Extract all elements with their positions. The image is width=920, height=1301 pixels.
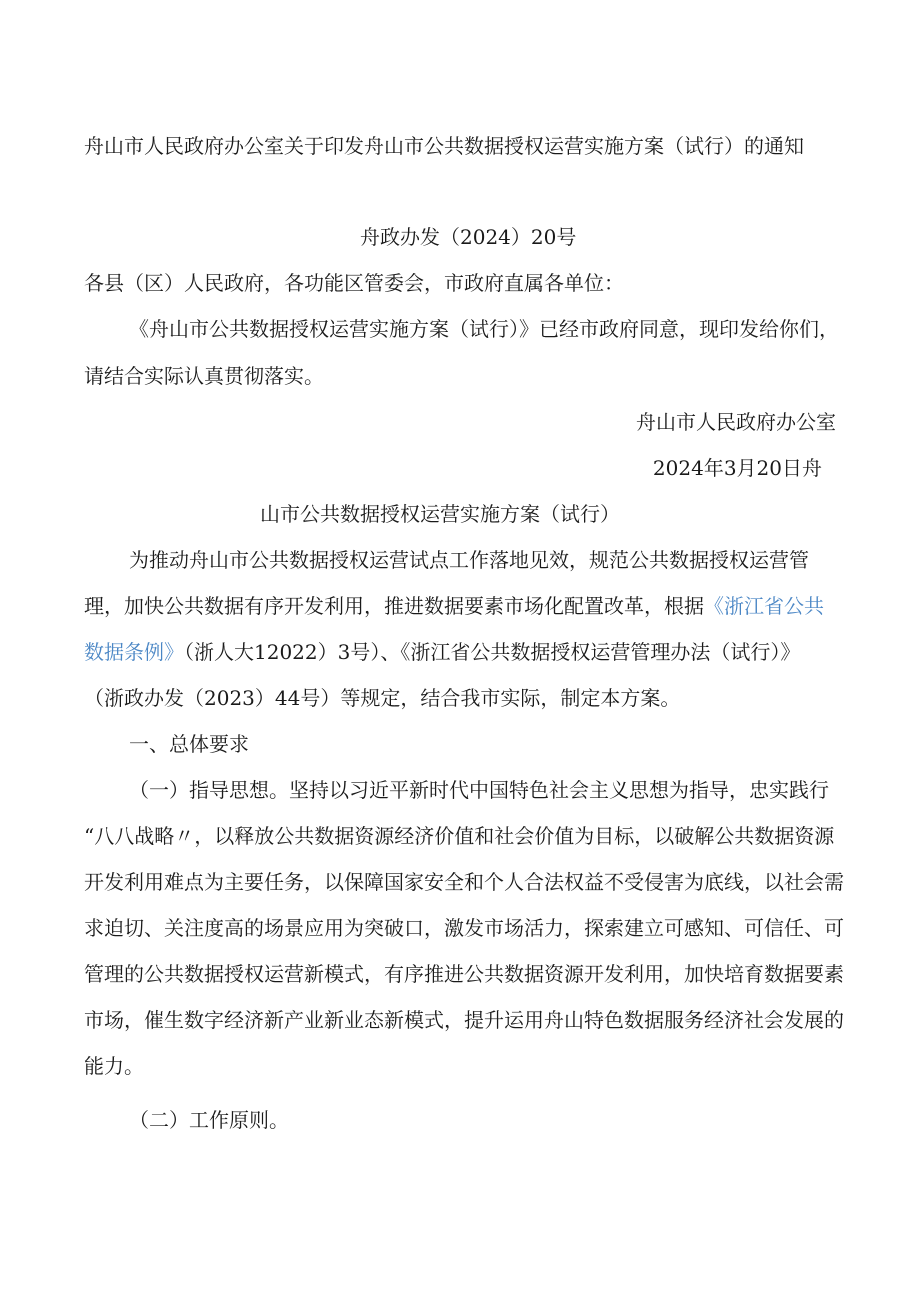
guiding-line: （一）指导思想。坚持以习近平新时代中国特色社会主义思想为指导，忠实践行 xyxy=(129,778,829,802)
intro-line: 为推动舟山市公共数据授权运营试点工作落地见效，规范公共数据授权运营管 xyxy=(129,548,809,572)
intro-line xyxy=(84,594,824,618)
notice-body-line: 请结合实际认真贯彻落实。 xyxy=(84,364,324,388)
regulation-link[interactable]: 《浙江省公共 xyxy=(704,594,824,618)
guiding-line: “八八战略〃，以释放公共数据资源经济价值和社会价值为目标，以破解公共数据资源 xyxy=(84,824,835,848)
guiding-line: 求迫切、关注度高的场景应用为突破口，激发市场活力，探索建立可感知、可信任、可 xyxy=(84,916,844,940)
section-heading: （二）工作原则。 xyxy=(129,1108,289,1132)
intro-text: （浙人大12022）3号）、《浙江省公共数据授权运营管理办法（试行）》 xyxy=(184,640,801,664)
issue-date: 2024年3月20日舟 xyxy=(652,456,822,480)
document-title: 舟山市人民政府办公室关于印发舟山市公共数据授权运营实施方案（试行）的通知 xyxy=(84,134,804,158)
guiding-line: 管理的公共数据授权运营新模式，有序推进公共数据资源开发利用，加快培育数据要素 xyxy=(84,962,844,986)
guiding-line: 能力。 xyxy=(84,1054,144,1078)
document-number: 舟政办发（2024）20号 xyxy=(360,225,577,249)
intro-line: （浙政办发（2023）44号）等规定，结合我市实际，制定本方案。 xyxy=(84,686,681,710)
guiding-line: 市场，催生数字经济新产业新业态新模式，提升运用舟山特色数据服务经济社会发展的 xyxy=(84,1008,844,1032)
section-heading: 一、总体要求 xyxy=(129,732,249,756)
regulation-link[interactable]: 数据条例》 xyxy=(84,640,184,664)
intro-text: 理，加快公共数据有序开发利用，推进数据要素市场化配置改革，根据 xyxy=(84,594,704,618)
notice-body-line: 《舟山市公共数据授权运营实施方案（试行）》已经市政府同意，现印发给你们， xyxy=(129,317,839,341)
guiding-line: 开发利用难点为主要任务，以保障国家安全和个人合法权益不受侵害为底线，以社会需 xyxy=(84,870,844,894)
addressee: 各县（区）人民政府，各功能区管委会，市政府直属各单位： xyxy=(84,271,624,295)
issuer: 舟山市人民政府办公室 xyxy=(636,410,836,434)
plan-title: 山市公共数据授权运营实施方案（试行） xyxy=(260,502,620,526)
intro-line xyxy=(84,640,800,664)
